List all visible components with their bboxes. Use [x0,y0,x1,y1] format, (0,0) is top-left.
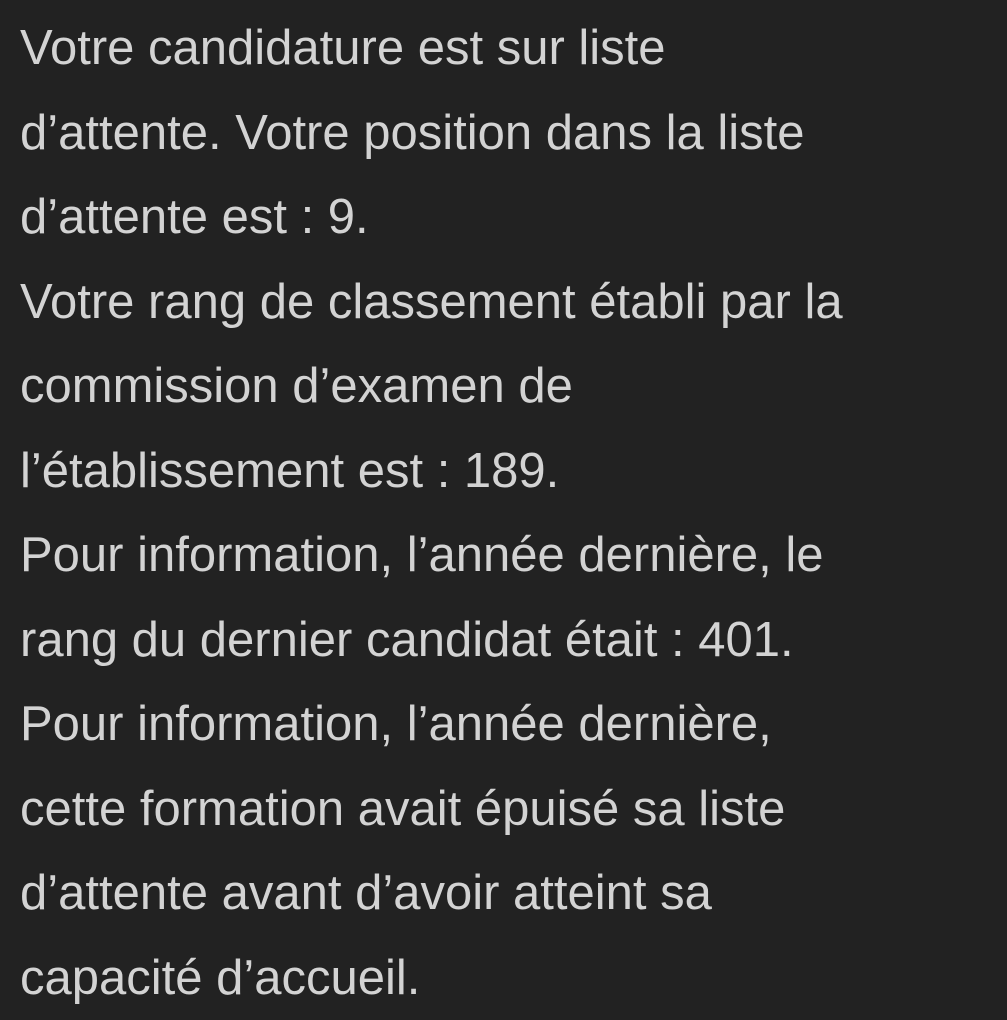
status-line: cette formation avait épuisé sa liste [20,781,786,836]
status-line: Pour information, l’année dernière, le [20,528,824,582]
status-line: Pour information, l’année dernière, [20,697,772,751]
status-line: capacité d’accueil. [20,950,421,1005]
status-line: d’attente est : 9. [20,190,369,244]
status-line: d’attente. Votre position dans la liste [20,105,805,160]
status-line: rang du dernier candidat était : 401. [20,612,794,667]
status-line: d’attente avant d’avoir atteint sa [20,866,712,920]
status-line: commission d’examen de [20,359,573,413]
status-line: Votre candidature est sur liste [20,21,666,75]
status-line: Votre rang de classement établi par la [20,274,843,329]
status-line: l’établissement est : 189. [20,443,560,498]
